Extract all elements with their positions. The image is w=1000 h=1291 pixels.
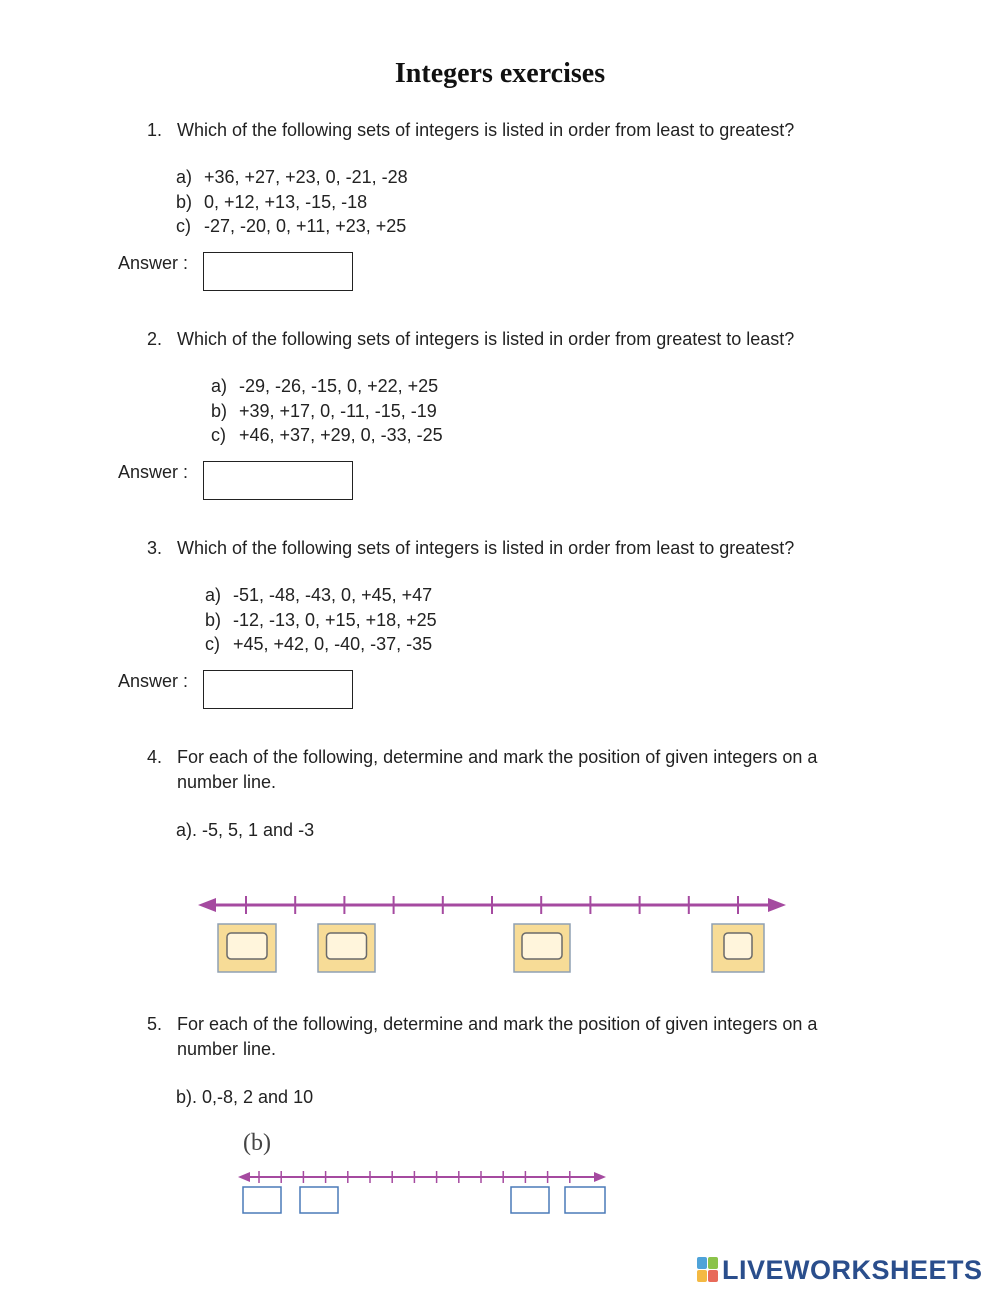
question-1-options <box>176 165 408 239</box>
logo-text: LIVEWORKSHEETS <box>722 1254 983 1285</box>
answer-input-a2[interactable] <box>327 933 367 959</box>
figure-label: (b) <box>243 1130 271 1156</box>
question-number: 1. <box>147 120 163 140</box>
answer-label: Answer : <box>118 253 189 273</box>
answer-input-1[interactable] <box>203 252 353 291</box>
answer-input-3[interactable] <box>203 670 353 709</box>
option-a: a) +36, +27, +23, 0, -21, -28 <box>176 167 408 187</box>
option-a: a) -51, -48, -43, 0, +45, +47 <box>205 585 433 605</box>
right-arrow-icon <box>594 1172 606 1182</box>
left-arrow-icon <box>238 1172 250 1182</box>
question-number: 2. <box>147 329 163 349</box>
answer-input-b4[interactable] <box>565 1187 605 1213</box>
question-text: Which of the following sets of integers is listed in order from greatest to least? <box>177 329 795 349</box>
question-2-options <box>211 374 443 448</box>
answer-input-2[interactable] <box>203 461 353 500</box>
question-text: For each of the following, determine and mark the position of given integers on a number line. <box>177 747 818 792</box>
answer-input-a4[interactable] <box>724 933 752 959</box>
option-b: b) 0, +12, +13, -15, -18 <box>176 191 368 212</box>
left-arrow-icon <box>198 898 216 912</box>
question-number: 4. <box>147 747 163 767</box>
option-c: c) +46, +37, +29, 0, -33, -25 <box>211 425 443 445</box>
option-c: c) -27, -20, 0, +11, +23, +25 <box>176 216 407 236</box>
page-title: Integers exercises <box>394 58 606 89</box>
right-arrow-icon <box>768 898 786 912</box>
option-b: b) +39, +17, 0, -11, -15, -19 <box>211 400 437 421</box>
answer-input-b1[interactable] <box>243 1187 281 1213</box>
question-4-sub: a). -5, 5, 1 and -3 <box>176 820 315 840</box>
answer-input-b3[interactable] <box>511 1187 549 1213</box>
logo-badge-icon <box>697 1257 719 1283</box>
number-line-a <box>198 890 798 980</box>
option-a: a) -29, -26, -15, 0, +22, +25 <box>211 376 439 396</box>
number-line-b <box>238 1166 618 1216</box>
liveworksheets-logo <box>697 1255 983 1285</box>
question-3-options <box>205 583 437 657</box>
answer-label: Answer : <box>118 671 189 691</box>
question-text: Which of the following sets of integers is listed in order from least to greatest? <box>177 538 795 558</box>
question-text: For each of the following, determine and mark the position of given integers on a number line. <box>177 1014 818 1059</box>
answer-input-a1[interactable] <box>227 933 267 959</box>
answer-input-b2[interactable] <box>300 1187 338 1213</box>
question-5-sub: b). 0,-8, 2 and 10 <box>176 1087 314 1107</box>
answer-input-a3[interactable] <box>522 933 562 959</box>
question-number: 3. <box>147 538 163 558</box>
option-b: b) -12, -13, 0, +15, +18, +25 <box>205 609 437 630</box>
question-text: Which of the following sets of integers is listed in order from least to greatest? <box>177 120 795 140</box>
answer-label: Answer : <box>118 462 189 482</box>
option-c: c) +45, +42, 0, -40, -37, -35 <box>205 634 433 654</box>
question-number: 5. <box>147 1014 163 1034</box>
